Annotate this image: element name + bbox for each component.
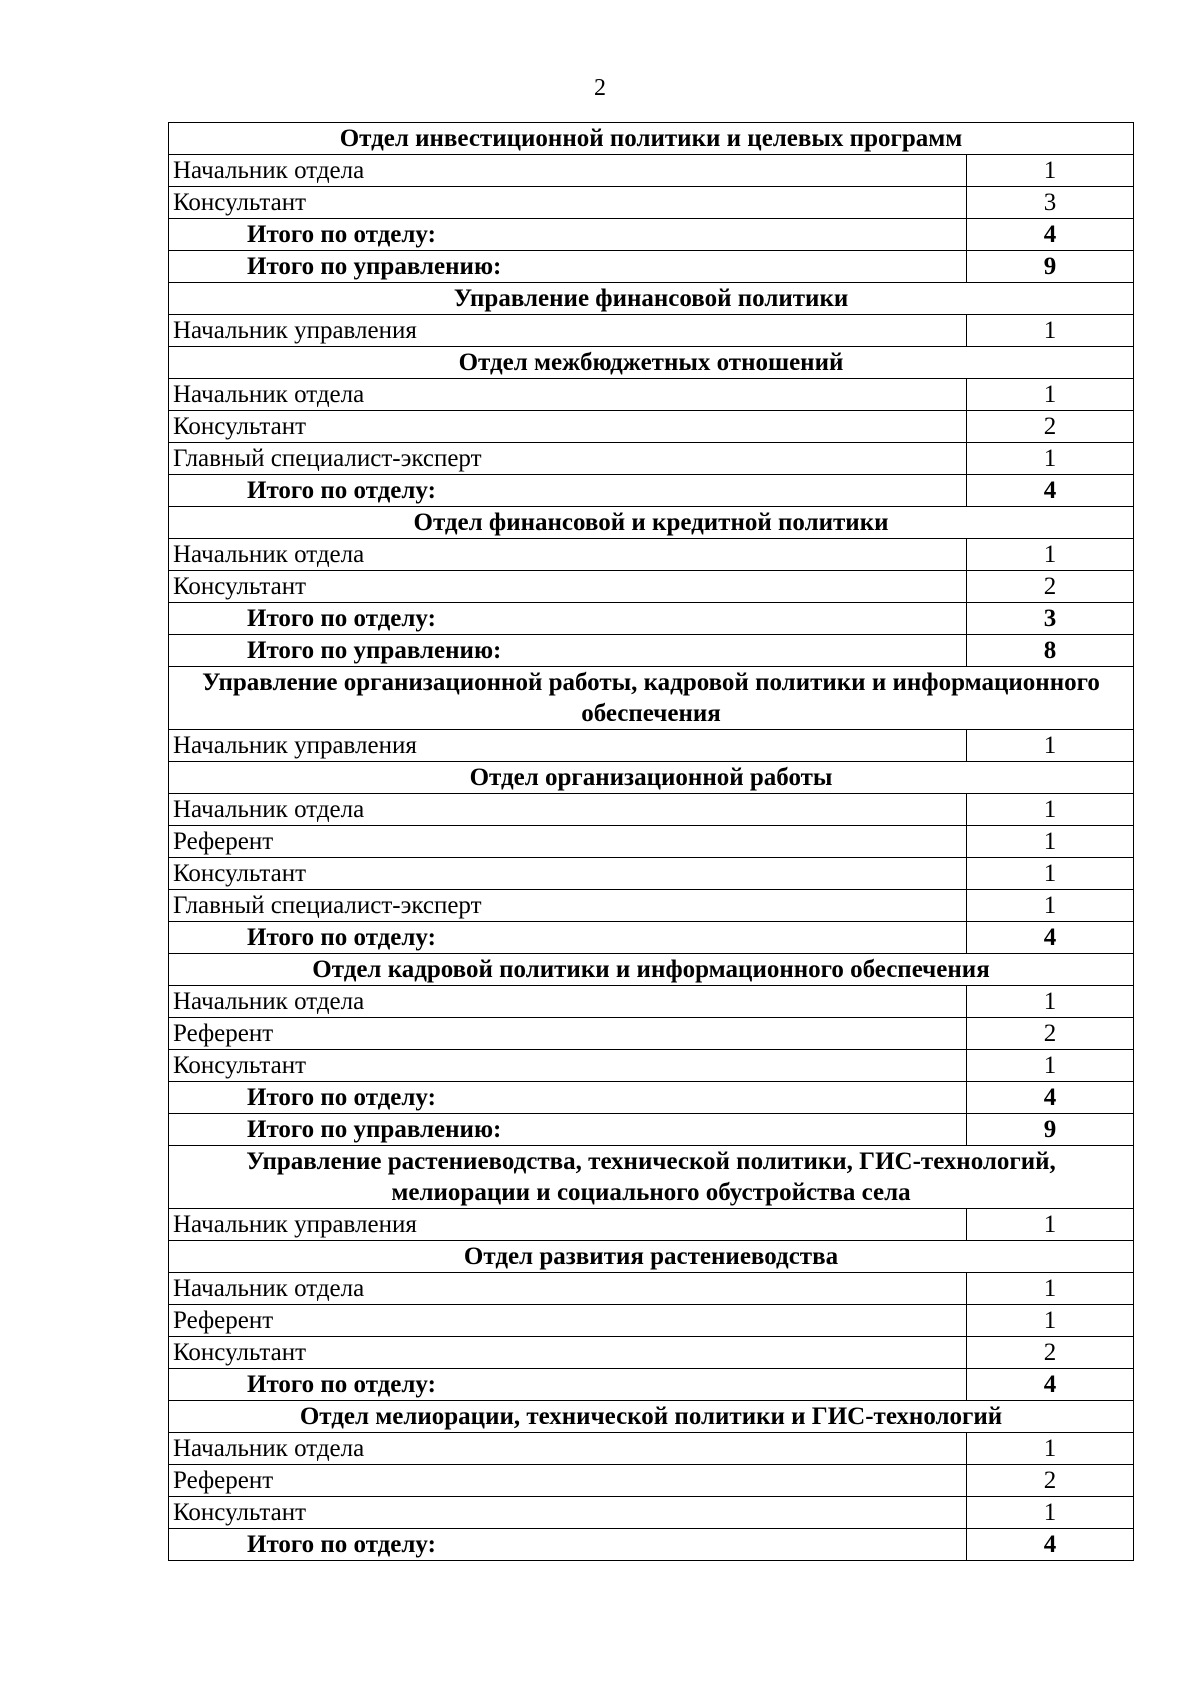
position-row [169,890,1134,922]
total-row [169,1529,1134,1561]
position-row [169,1305,1134,1337]
total-label: Итого по отделу: [169,219,967,251]
position-row [169,1497,1134,1529]
position-title: Начальник отдела [169,539,967,571]
total-label: Итого по отделу: [169,475,967,507]
section-title: Отдел финансовой и кредитной политики [169,507,1134,539]
section-header-row [169,954,1134,986]
position-title: Начальник управления [169,315,967,347]
position-count: 1 [967,315,1134,347]
section-header-row [169,1401,1134,1433]
position-title: Референт [169,1465,967,1497]
position-count: 2 [967,411,1134,443]
total-row [169,219,1134,251]
position-title: Начальник отдела [169,1433,967,1465]
section-title: Управление растениеводства, технической политики, ГИС-технологий, мелиорации и социального обустройства села [169,1146,1134,1209]
position-count: 1 [967,858,1134,890]
total-label: Итого по отделу: [169,1082,967,1114]
section-title: Отдел развития растениеводства [169,1241,1134,1273]
total-count: 8 [967,635,1134,667]
section-header-row [169,667,1134,730]
total-count: 4 [967,1369,1134,1401]
section-header-row [169,347,1134,379]
total-label: Итого по отделу: [169,1369,967,1401]
position-row [169,379,1134,411]
position-row [169,539,1134,571]
section-title: Отдел организационной работы [169,762,1134,794]
position-title: Консультант [169,858,967,890]
total-label: Итого по управлению: [169,251,967,283]
position-row [169,571,1134,603]
position-title: Консультант [169,1497,967,1529]
position-title: Начальник отдела [169,1273,967,1305]
position-count: 1 [967,539,1134,571]
section-title: Отдел инвестиционной политики и целевых программ [169,123,1134,155]
staff-table-body [169,123,1134,1561]
position-count: 1 [967,826,1134,858]
position-row [169,858,1134,890]
section-title: Отдел мелиорации, технической политики и ГИС-технологий [169,1401,1134,1433]
total-row [169,1369,1134,1401]
staff-table [168,122,1134,1561]
total-count: 3 [967,603,1134,635]
position-row [169,1433,1134,1465]
position-count: 1 [967,379,1134,411]
position-count: 1 [967,1433,1134,1465]
position-count: 1 [967,986,1134,1018]
position-row [169,1018,1134,1050]
position-title: Референт [169,1018,967,1050]
total-count: 9 [967,1114,1134,1146]
position-count: 1 [967,730,1134,762]
position-row [169,1337,1134,1369]
position-count: 1 [967,890,1134,922]
total-row [169,1082,1134,1114]
total-row [169,1114,1134,1146]
position-row [169,315,1134,347]
position-title: Консультант [169,411,967,443]
position-title: Референт [169,826,967,858]
position-row [169,411,1134,443]
total-label: Итого по управлению: [169,635,967,667]
position-row [169,986,1134,1018]
position-row [169,730,1134,762]
total-count: 9 [967,251,1134,283]
section-header-row [169,283,1134,315]
position-title: Консультант [169,187,967,219]
position-count: 2 [967,571,1134,603]
total-label: Итого по управлению: [169,1114,967,1146]
position-count: 2 [967,1337,1134,1369]
position-row [169,794,1134,826]
total-label: Итого по отделу: [169,922,967,954]
position-row [169,443,1134,475]
position-count: 1 [967,1305,1134,1337]
position-title: Начальник управления [169,730,967,762]
position-row [169,1273,1134,1305]
position-title: Главный специалист-эксперт [169,443,967,475]
position-title: Начальник отдела [169,986,967,1018]
position-title: Начальник отдела [169,155,967,187]
section-title: Управление организационной работы, кадровой политики и информационного обеспечения [169,667,1134,730]
section-title: Отдел межбюджетных отношений [169,347,1134,379]
position-title: Консультант [169,1337,967,1369]
position-count: 1 [967,1050,1134,1082]
position-row [169,1209,1134,1241]
position-title: Начальник отдела [169,379,967,411]
section-header-row [169,762,1134,794]
position-count: 2 [967,1465,1134,1497]
position-title: Начальник отдела [169,794,967,826]
position-title: Начальник управления [169,1209,967,1241]
total-row [169,603,1134,635]
page-number: 2 [594,75,606,101]
total-count: 4 [967,922,1134,954]
section-title: Управление финансовой политики [169,283,1134,315]
position-count: 1 [967,1273,1134,1305]
position-count: 3 [967,187,1134,219]
total-count: 4 [967,1529,1134,1561]
position-row [169,1465,1134,1497]
position-title: Референт [169,1305,967,1337]
position-count: 1 [967,1497,1134,1529]
position-row [169,155,1134,187]
position-count: 2 [967,1018,1134,1050]
total-row [169,251,1134,283]
position-count: 1 [967,1209,1134,1241]
section-header-row [169,1241,1134,1273]
position-count: 1 [967,443,1134,475]
section-header-row [169,507,1134,539]
position-count: 1 [967,155,1134,187]
position-row [169,1050,1134,1082]
total-row [169,922,1134,954]
position-title: Консультант [169,571,967,603]
total-row [169,635,1134,667]
position-row [169,187,1134,219]
section-header-row [169,1146,1134,1209]
total-count: 4 [967,475,1134,507]
section-title: Отдел кадровой политики и информационного обеспечения [169,954,1134,986]
section-header-row [169,123,1134,155]
position-count: 1 [967,794,1134,826]
total-label: Итого по отделу: [169,603,967,635]
position-row [169,826,1134,858]
position-title: Консультант [169,1050,967,1082]
total-count: 4 [967,1082,1134,1114]
total-count: 4 [967,219,1134,251]
position-title: Главный специалист-эксперт [169,890,967,922]
total-label: Итого по отделу: [169,1529,967,1561]
total-row [169,475,1134,507]
